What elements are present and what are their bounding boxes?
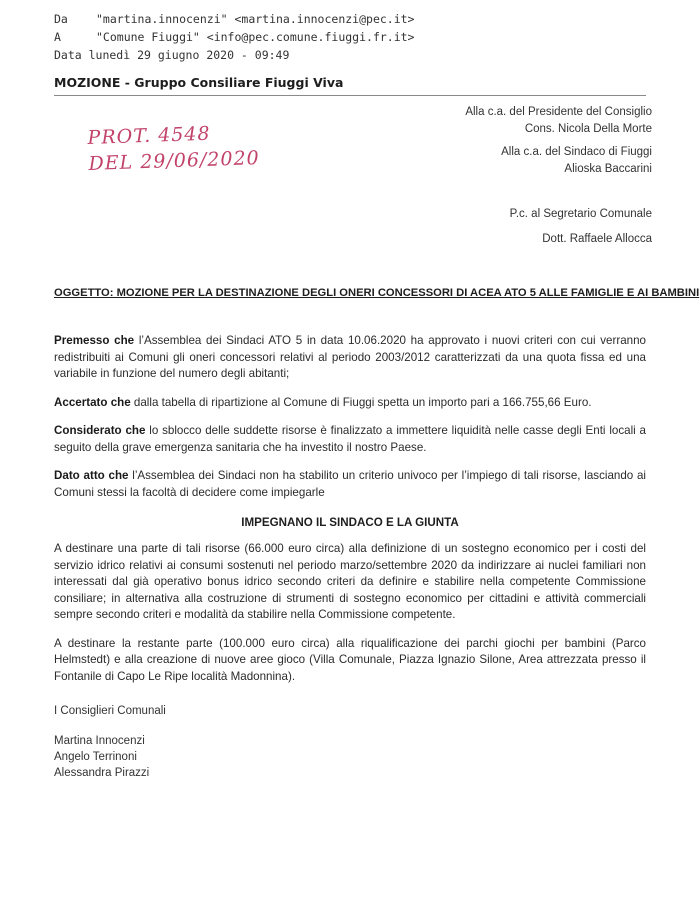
- from-value[interactable]: "martina.innocenzi" <martina.innocenzi@pec.it>: [96, 12, 415, 26]
- paragraph: [54, 333, 646, 383]
- protocol-stamp: [87, 121, 260, 175]
- commitments-section: [54, 541, 646, 685]
- signature-heading: I Consiglieri Comunali: [54, 705, 166, 717]
- subject-line: OGGETTO: MOZIONE PER LA DESTINAZIONE DEGLI ONERI CONCESSORI DI ACEA ATO 5 ALLE FAMIGLIE E AI BAMBINI: [54, 287, 700, 299]
- paragraph-text: l’Assemblea dei Sindaci ATO 5 in data 10.06.2020 ha approvato i nuovi criteri con cui verranno redistribuiti ai Comuni gli oneri concessori relativi al periodo 2003/2012 caratterizzati da una quota fissa ed una variabile in funzione del numero degli abitanti;: [54, 334, 646, 380]
- recipient-line: Alla c.a. del Presidente del Consiglio: [465, 106, 652, 118]
- signatory: Angelo Terrinoni: [54, 751, 137, 763]
- to-value[interactable]: "Comune Fiuggi" <info@pec.comune.fiuggi.fr.it>: [96, 30, 415, 44]
- signatory: Alessandra Pirazzi: [54, 767, 150, 779]
- recipient-mayor: [501, 144, 652, 178]
- from-row: [54, 10, 614, 28]
- commitment-paragraph: A destinare la restante parte (100.000 euro circa) alla riqualificazione dei parchi giochi per bambini (Parco Helmstedt) e alla creazione di nuove aree gioco (Villa Comunale, Piazza Ignazio Silone, Area attrezzata presso il Fontanile di Capo Le Ripe località Madonnina).: [54, 636, 646, 683]
- signatory: Martina Innocenzi: [54, 735, 145, 747]
- document-title: MOZIONE - Gruppo Consiliare Fiuggi Viva: [54, 75, 344, 90]
- paragraph: [54, 468, 646, 501]
- paragraph-lead: Dato atto che: [54, 469, 129, 482]
- paragraph: [54, 423, 646, 456]
- premises-section: [54, 333, 646, 501]
- protocol-number: PROT. 4548: [87, 122, 211, 149]
- recipient-line: P.c. al Segretario Comunale: [509, 208, 652, 220]
- from-label: Da: [54, 12, 68, 26]
- to-label: A: [54, 30, 61, 44]
- date-row: Data lunedì 29 giugno 2020 - 09:49: [54, 48, 290, 62]
- paragraph-text: dalla tabella di ripartizione al Comune di Fiuggi spetta un importo pari a 166.755,66 Euro.: [130, 395, 592, 409]
- recipient-line: Dott. Raffaele Allocca: [542, 233, 652, 245]
- paragraph: [54, 395, 646, 412]
- commitment-paragraph: A destinare una parte di tali risorse (66.000 euro circa) alla definizione di un sostegno economico per i costi del servizio idrico relativi ai consumi sostenuti nel periodo marzo/settembre 2020 da indirizzare ai nuclei familiari non interessati dal già operativo bonus idrico secondo criteri da definire e stabilire nella competente Commissione consiliare; in alternativa alla costruzione di strumenti di sostegno economico per cittadini e attività commerciali sempre secondo criteri e modalità da stabilire nella Commissione competente.: [54, 542, 646, 621]
- recipient-line: Cons. Nicola Della Morte: [524, 123, 652, 135]
- paragraph-lead: Accertato che: [54, 395, 131, 409]
- recipient-secretary: [510, 206, 652, 248]
- to-row: [54, 28, 614, 46]
- title-divider: [54, 95, 646, 96]
- paragraph-lead: Considerato che: [54, 424, 146, 437]
- section-title: IMPEGNANO IL SINDACO E LA GIUNTA: [241, 516, 459, 529]
- signature-block: [54, 703, 166, 781]
- protocol-date: DEL 29/06/2020: [88, 147, 261, 175]
- recipient-line: Alioska Baccarini: [564, 163, 652, 175]
- paragraph-text: l’Assemblea dei Sindaci non ha stabilito un criterio univoco per l’impiego di tali risorse, lasciando ai Comuni stessi la facoltà di decidere come impiegarle: [54, 469, 647, 499]
- recipient-line: Alla c.a. del Sindaco di Fiuggi: [501, 146, 652, 158]
- recipient-president: [465, 104, 652, 138]
- paragraph-text: lo sblocco delle suddette risorse è finalizzato a immettere liquidità nelle casse degli Enti locali a seguito della grave emergenza sanitaria che ha investito il nostro Paese.: [54, 424, 646, 454]
- email-header: [54, 10, 614, 64]
- paragraph-lead: Premesso che: [54, 334, 135, 347]
